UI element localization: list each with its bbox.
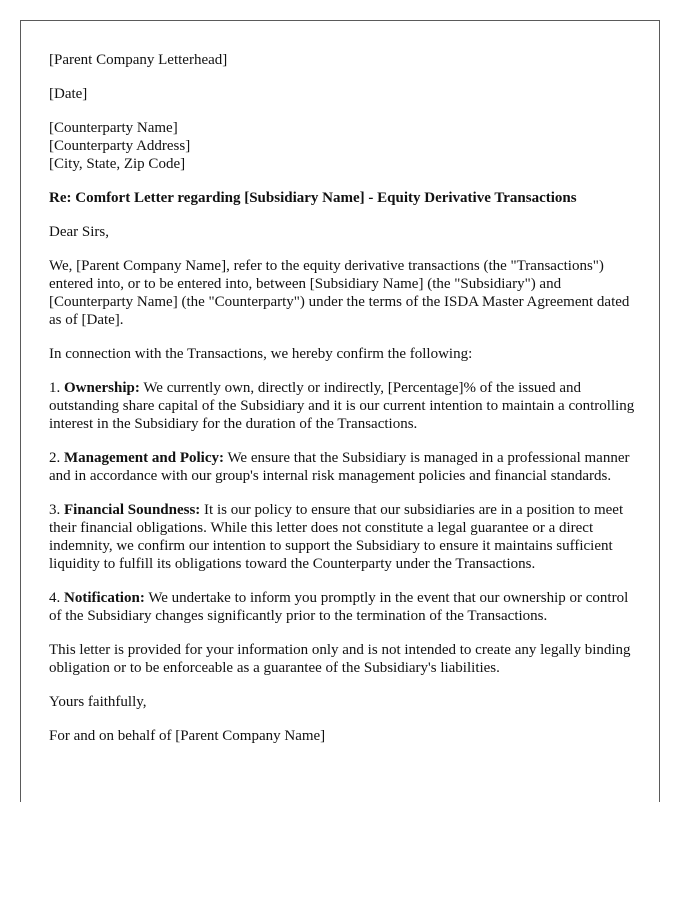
disclaimer-paragraph: This letter is provided for your information only and is not intended to create any legally binding obligation or to be enforceable as a guarantee of the Subsidiary's liabilities. (49, 642, 631, 676)
item-heading: Management and Policy: (64, 450, 224, 466)
item-management-policy (49, 449, 639, 485)
item-heading: Financial Soundness: (64, 502, 201, 518)
letterhead: [Parent Company Letterhead] (49, 52, 228, 68)
item-number: 3. (49, 502, 61, 518)
letter-body (49, 51, 639, 761)
closing: Yours faithfully, (49, 694, 147, 710)
recipient-address-block (49, 119, 639, 173)
item-heading: Ownership: (64, 380, 140, 396)
recipient-address: [Counterparty Address] (49, 138, 191, 154)
confirm-line: In connection with the Transactions, we hereby confirm the following: (49, 346, 473, 362)
item-text: We currently own, directly or indirectly, [Percentage]% of the issued and outstanding share capital of the Subsidiary and it is our current intention to maintain a controlling interest in the Subsidiary for the duration of the Transactions. (49, 380, 635, 432)
item-heading: Notification: (64, 590, 145, 606)
subject-line: Re: Comfort Letter regarding [Subsidiary Name] - Equity Derivative Transactions (49, 190, 577, 206)
letter-date: [Date] (49, 86, 88, 102)
item-number: 2. (49, 450, 61, 466)
letter-page (20, 20, 660, 802)
item-text: We ensure that the Subsidiary is managed in a professional manner and in accordance with our group's internal risk management policies and financial standards. (49, 450, 630, 484)
recipient-city-state-zip: [City, State, Zip Code] (49, 156, 186, 172)
item-notification (49, 589, 639, 625)
item-number: 4. (49, 590, 61, 606)
signoff: For and on behalf of [Parent Company Name] (49, 728, 326, 744)
item-financial-soundness (49, 501, 639, 573)
intro-paragraph: We, [Parent Company Name], refer to the equity derivative transactions (the "Transactions") entered into, or to be entered into, between [Subsidiary Name] (the "Subsidiary") and [Counterparty Name] (the "Counterparty") under the terms of the ISDA Master Agreement dated as of [Date]. (49, 258, 630, 328)
recipient-name: [Counterparty Name] (49, 120, 178, 136)
item-number: 1. (49, 380, 61, 396)
item-text: We undertake to inform you promptly in the event that our ownership or control of the Subsidiary changes significantly prior to the termination of the Transactions. (49, 590, 629, 624)
item-ownership (49, 379, 639, 433)
item-text: It is our policy to ensure that our subsidiaries are in a position to meet their financial obligations. While this letter does not constitute a legal guarantee or a direct indemnity, we confirm our intention to support the Subsidiary to ensure it maintains sufficient liquidity to fulfill its obligations toward the Counterparty under the Transactions. (49, 502, 624, 572)
salutation: Dear Sirs, (49, 224, 109, 240)
